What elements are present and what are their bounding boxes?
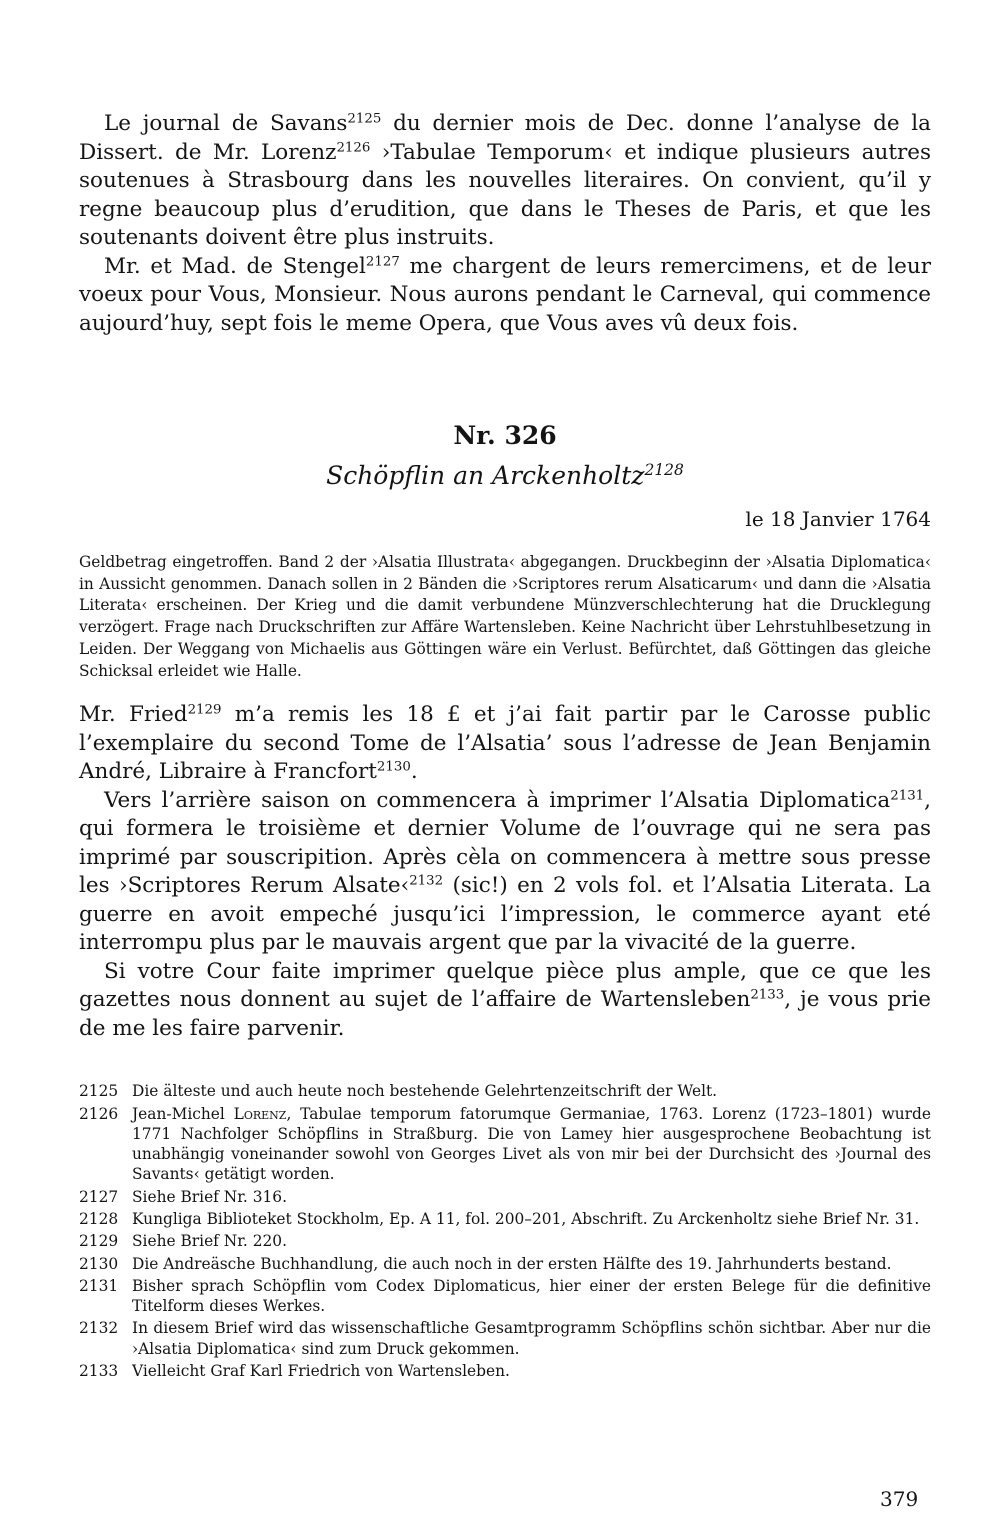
preceding-letter-text [79, 110, 931, 338]
text-run: , je vous prie de me les faire parvenir. [79, 987, 931, 1041]
footnote-text [132, 1104, 931, 1185]
letter-body [79, 701, 931, 1043]
footnote-text: Die Andreäsche Buchhandlung, die auch noch in der ersten Hälfte des 19. Jahrhunderts bestand. [132, 1254, 892, 1273]
footnote [79, 1209, 931, 1229]
footnote-marker[interactable]: 2132 [409, 873, 444, 889]
text-run: . [410, 759, 418, 785]
text-run: Mr. et Mad. de Stengel [104, 253, 366, 279]
paragraph [79, 958, 931, 1044]
footnote-text: Die älteste und auch heute noch bestehende Gelehrtenzeitschrift der Welt. [132, 1082, 718, 1101]
footnote-marker[interactable]: 2133 [750, 987, 785, 1003]
footnote-text: Siehe Brief Nr. 316. [132, 1187, 287, 1206]
text-run: Mr. Fried [79, 702, 188, 728]
text-run: Le journal de Savans [104, 111, 348, 136]
abstract-text: Geldbetrag eingetroffen. Band 2 der ›Alsatia Illustrata‹ abgegangen. Druckbeginn der ›Alsatia Diplomatica‹ in Aussicht genommen. Danach sollen in 2 Bänden die ›Scriptores rerum Alsaticarum‹ und dann die ›Alsatia Literata‹ erscheinen. Der Krieg und die damit verbundene Münzverschlechterung hat die Drucklegung verzögert. Frage nach Druckschriften zur Affäre Wartensleben. Keine Nachricht über Lehrstuhlbesetzung in Leiden. Der Weggang von Michaelis aus Göttingen wäre ein Verlust. Befürchtet, daß Göttingen das gleiche Schicksal erleidet wie Halle. [79, 553, 931, 680]
footnote-number: 2125 [79, 1082, 119, 1101]
footnote-text: Bisher sprach Schöpflin vom Codex Diplomaticus, hier einer der ersten Belege für die definitive Titelform dieses Werkes. [132, 1276, 931, 1316]
footnote [79, 1254, 931, 1274]
footnote-number: 2131 [79, 1276, 119, 1295]
text-run: Jean-Michel [132, 1104, 234, 1123]
footnote-number: 2128 [79, 1210, 119, 1228]
letter-title-text: Schöpflin an Arckenholtz [326, 461, 645, 490]
footnote [79, 1318, 931, 1359]
text-run: , Tabulae temporum fatorumque Germaniae, 1763. Lorenz (1723–1801) wurde 1771 Nachfolger Schöpflins in Straßburg. Die von Lamey hier ausgesprochene Beobachtung ist unabhängig voneinander sowohl von Georges Livet als von mir bei der Durchsicht des ›Journal des Savants‹ getätigt worden. [132, 1104, 931, 1184]
author-name: Lorenz [233, 1104, 287, 1123]
footnote-text: Siehe Brief Nr. 220. [132, 1232, 287, 1251]
footnote [79, 1081, 931, 1101]
paragraph [79, 701, 931, 787]
letter-abstract [79, 552, 931, 682]
footnote-number: 2130 [79, 1254, 119, 1273]
footnote-marker[interactable]: 2130 [376, 759, 411, 775]
letter-title [79, 460, 931, 492]
footnote [79, 1104, 931, 1185]
paragraph [79, 110, 931, 253]
footnote-marker[interactable]: 2129 [187, 702, 222, 718]
footnote [79, 1361, 931, 1381]
footnote-number: 2126 [79, 1104, 119, 1123]
letter-date: le 18 Janvier 1764 [745, 507, 931, 531]
text-run: du dernier mois de Dec. donne l’analyse de la Dissert. de Mr. Lorenz [79, 111, 931, 165]
footnote-text: Vielleicht Graf Karl Friedrich von Wartensleben. [132, 1362, 510, 1381]
text-run: m’a remis les 18 £ et j’ai fait partir par le Carosse public l’exemplaire du second Tome de l’Alsatia’ sous l’adresse de Jean Benjamin André, Libraire à Francfort [79, 702, 931, 785]
footnote-number: 2132 [79, 1319, 119, 1338]
footnote [79, 1276, 931, 1317]
letter-number: Nr. 326 [453, 421, 557, 450]
text-run: Si votre Cour faite imprimer quelque pièce plus ample, que ce que les gazettes nous donnent au sujet de l’affaire de Wartensleben [79, 958, 931, 1013]
page-content [79, 110, 931, 1383]
text-run: (sic!) en 2 vols fol. et l’Alsatia Literata. La guerre en avoit empeché jusqu’ici l’impression, le commerce ayant eté interrompu plus par le mauvais argent que par la vivacité de la guerre. [79, 873, 931, 956]
text-run: , qui formera le troisième et dernier Volume de l’ouvrage qui ne sera pas imprimé par souscripition. Après cèla on commencera à mettre sous presse les ›Scriptores Rerum Alsate‹ [79, 787, 931, 899]
footnote [79, 1231, 931, 1251]
footnote-number: 2133 [79, 1362, 119, 1381]
text-run: me chargent de leurs remercimens, et de leur voeux pour Vous, Monsieur. Nous aurons pendant le Carneval, qui commence aujourd’huy, sept fois le meme Opera, que Vous aves vû deux fois. [79, 253, 931, 336]
footnote-marker[interactable]: 2127 [365, 253, 400, 269]
footnote-marker[interactable]: 2125 [347, 111, 382, 127]
paragraph [79, 253, 931, 339]
text-run: Vers l’arrière saison on commencera à imprimer l’Alsatia Diplomatica [104, 787, 891, 813]
footnote-text: In diesem Brief wird das wissenschaftliche Gesamtprogramm Schöpflins schön sichtbar. Aber nur die ›Alsatia Diplomatica‹ sind zum Druck gekommen. [132, 1319, 931, 1358]
footnote-text: Kungliga Biblioteket Stockholm, Ep. A 11, fol. 200–201, Abschrift. Zu Arckenholtz siehe Brief Nr. 31. [132, 1210, 920, 1228]
footnotes [79, 1081, 931, 1381]
paragraph [79, 787, 931, 958]
footnote-marker[interactable]: 2131 [890, 788, 925, 803]
footnote-number: 2127 [79, 1187, 119, 1206]
footnote-marker[interactable]: 2126 [336, 139, 371, 155]
text-run: ›Tabulae Temporum‹ et indique plusieurs autres soutenues à Strasbourg dans les nouvelles literaires. On convient, qu’il y regne beaucoup plus d’erudition, que dans le Theses de Paris, et que les soutenants doivent être plus instruits. [79, 139, 931, 250]
page-number: 379 [880, 1487, 919, 1511]
footnote-marker[interactable]: 2128 [644, 461, 684, 480]
footnote-number: 2129 [79, 1232, 119, 1251]
footnote [79, 1187, 931, 1207]
